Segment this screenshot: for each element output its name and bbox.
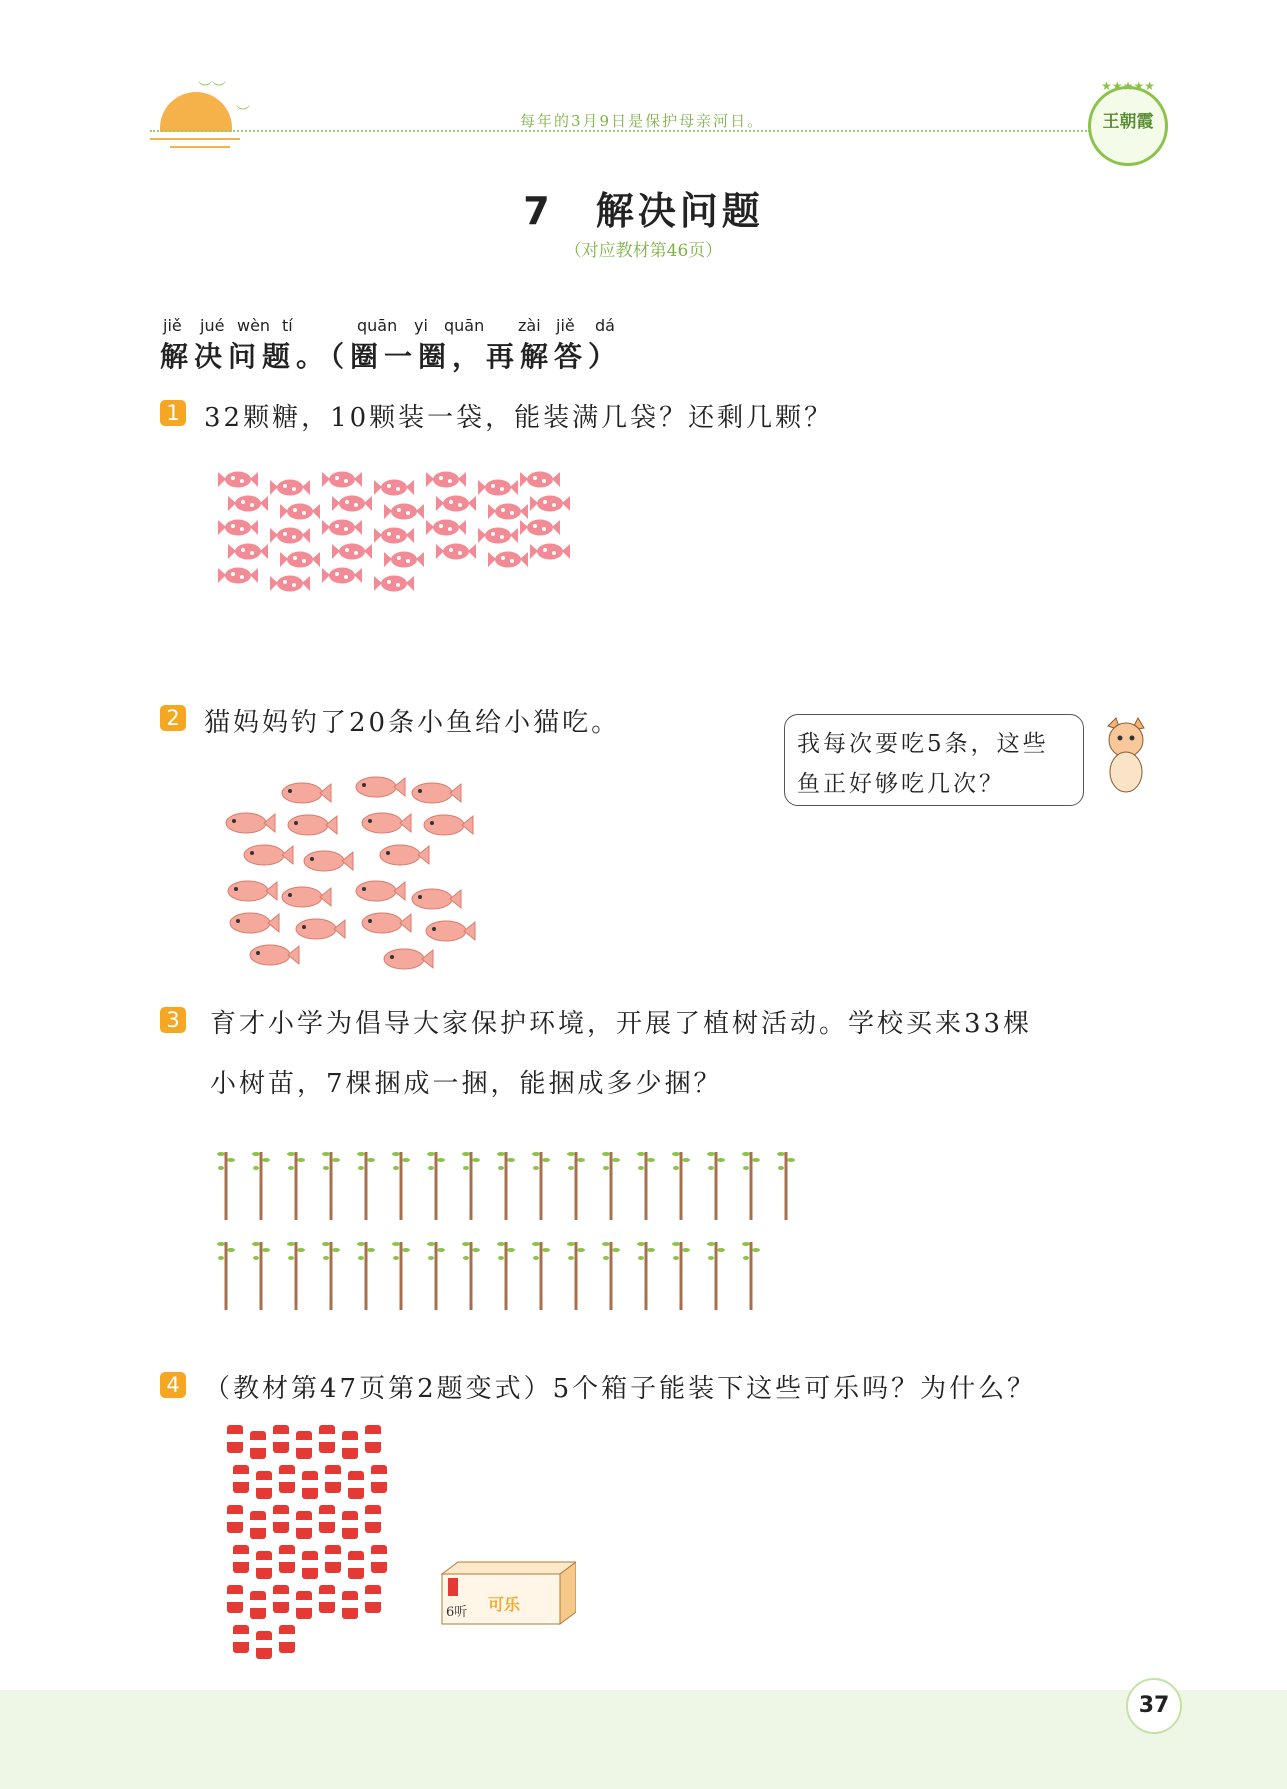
- sun-reflection: [150, 138, 240, 140]
- candy-icon: [270, 574, 310, 593]
- page-title: 7 解决问题: [523, 189, 764, 233]
- fish-icon: [220, 808, 276, 838]
- candy-icon: [280, 550, 320, 569]
- sapling-icon: [389, 1146, 413, 1220]
- candy-icon: [520, 518, 560, 537]
- sapling-icon: [214, 1146, 238, 1220]
- speech-bubble: [784, 714, 1084, 806]
- fish-icon: [350, 876, 406, 906]
- cola-can-icon: [318, 1584, 336, 1614]
- cola-box: [440, 1560, 576, 1626]
- sapling-icon: [319, 1146, 343, 1220]
- fish-icon: [276, 882, 332, 912]
- pinyin-syllable: wèn: [237, 316, 271, 335]
- sapling-icon: [459, 1236, 483, 1310]
- sapling-icon: [564, 1146, 588, 1220]
- bird-icon: ︶︶: [198, 81, 226, 97]
- pinyin-syllable: jué: [200, 316, 225, 335]
- question-number: 3: [160, 1007, 186, 1033]
- fish-icon: [276, 778, 332, 808]
- sapling-icon: [669, 1236, 693, 1310]
- header-tip: 每年的3月9日是保护母亲河日。: [520, 112, 765, 130]
- candy-icon: [228, 494, 268, 513]
- cola-can-icon: [278, 1624, 296, 1654]
- cola-can-icon: [318, 1424, 336, 1454]
- sapling-icon: [284, 1146, 308, 1220]
- sapling-icon: [774, 1146, 798, 1220]
- sapling-icon: [634, 1146, 658, 1220]
- sapling-icon: [424, 1236, 448, 1310]
- star-icon: ★★★★★: [1101, 79, 1155, 93]
- page-subtitle: （对应教材第46页）: [564, 241, 723, 261]
- candy-icon: [384, 502, 424, 521]
- cola-can-icon: [226, 1424, 244, 1454]
- cola-can-icon: [295, 1510, 313, 1540]
- fish-icon: [282, 810, 338, 840]
- fish-icon: [356, 908, 412, 938]
- cola-can-icon: [324, 1464, 342, 1494]
- cola-can-icon: [318, 1504, 336, 1534]
- cola-can-icon: [278, 1464, 296, 1494]
- brand-name: 王朝霞: [1102, 112, 1154, 132]
- pinyin-syllable: yi: [414, 316, 428, 335]
- box-brand-label: 可乐: [488, 1595, 521, 1614]
- candy-icon: [322, 470, 362, 489]
- cola-can-icon: [301, 1470, 319, 1500]
- fish-icon: [356, 808, 412, 838]
- fish-icon: [244, 940, 300, 970]
- candy-icon: [322, 566, 362, 585]
- pinyin-syllable: jiě: [556, 316, 575, 335]
- candy-icon: [530, 494, 570, 513]
- pinyin-syllable: dá: [595, 316, 615, 335]
- question-text: 育才小学为倡导大家保护环境，开展了植树活动。学校买来33棵: [210, 1009, 1033, 1039]
- question-number: 4: [160, 1372, 186, 1398]
- candy-icon: [426, 518, 466, 537]
- sapling-icon: [529, 1146, 553, 1220]
- sapling-icon: [354, 1146, 378, 1220]
- bird-icon: ︶: [236, 105, 250, 121]
- sapling-icon: [599, 1146, 623, 1220]
- question-text: 猫妈妈钓了20条小鱼给小猫吃。: [204, 708, 621, 738]
- question-text: （教材第47页第2题变式）5个箱子能装下这些可乐吗？为什么？: [204, 1374, 1037, 1404]
- cola-can-icon: [370, 1544, 388, 1574]
- cola-can-icon: [232, 1544, 250, 1574]
- sun-icon: [160, 92, 232, 132]
- cat-icon: [1098, 716, 1152, 796]
- sapling-icon: [704, 1146, 728, 1220]
- sapling-icon: [599, 1236, 623, 1310]
- cola-can-icon: [255, 1550, 273, 1580]
- cola-can-icon: [341, 1510, 359, 1540]
- cola-can-icon: [226, 1504, 244, 1534]
- sapling-icon: [424, 1146, 448, 1220]
- fish-icon: [224, 908, 280, 938]
- candy-icon: [332, 542, 372, 561]
- cola-can-icon: [341, 1590, 359, 1620]
- candy-icon: [488, 550, 528, 569]
- candy-icon: [478, 526, 518, 545]
- sapling-icon: [564, 1236, 588, 1310]
- cola-can-icon: [232, 1464, 250, 1494]
- candy-icon: [270, 478, 310, 497]
- fish-icon: [378, 944, 434, 974]
- candy-icon: [280, 502, 320, 521]
- pinyin-syllable: quān: [444, 316, 485, 335]
- sapling-icon: [494, 1146, 518, 1220]
- bubble-line: 我每次要吃5条，这些: [797, 731, 1049, 757]
- sapling-icon: [354, 1236, 378, 1310]
- cola-can-icon: [295, 1590, 313, 1620]
- cola-can-icon: [255, 1470, 273, 1500]
- candy-icon: [436, 542, 476, 561]
- cola-can-icon: [370, 1464, 388, 1494]
- fish-icon: [406, 778, 462, 808]
- page-number: 37: [1126, 1678, 1182, 1734]
- cola-can-icon: [301, 1550, 319, 1580]
- candy-icon: [374, 574, 414, 593]
- fish-icon: [420, 916, 476, 946]
- cola-can-icon: [272, 1504, 290, 1534]
- cola-can-icon: [347, 1550, 365, 1580]
- bubble-line: 鱼正好够吃几次？: [797, 771, 1005, 797]
- candy-icon: [332, 494, 372, 513]
- fish-icon: [418, 810, 474, 840]
- sapling-icon: [319, 1236, 343, 1310]
- candy-icon: [374, 526, 414, 545]
- candy-icon: [426, 470, 466, 489]
- brand-logo: [1088, 79, 1168, 166]
- fish-icon: [222, 876, 278, 906]
- sun-reflection: [170, 146, 230, 148]
- sapling-icon: [739, 1236, 763, 1310]
- candy-icon: [520, 470, 560, 489]
- pinyin-syllable: zài: [518, 316, 541, 335]
- sapling-icon: [529, 1236, 553, 1310]
- instruction-text: 解决问题。（圈一圈，再解答）: [160, 340, 623, 373]
- sapling-icon: [494, 1236, 518, 1310]
- cola-can-icon: [364, 1424, 382, 1454]
- sapling-icon: [214, 1236, 238, 1310]
- question-number: 2: [160, 705, 186, 731]
- cola-can-icon: [295, 1430, 313, 1460]
- sapling-icon: [249, 1146, 273, 1220]
- candy-icon: [322, 518, 362, 537]
- cola-can-icon: [278, 1544, 296, 1574]
- cola-can-icon: [249, 1590, 267, 1620]
- cola-can-icon: [347, 1470, 365, 1500]
- question-text: 32颗糖，10颗装一袋，能装满几袋？还剩几颗？: [204, 403, 834, 433]
- fish-icon: [374, 840, 430, 870]
- cola-can-icon: [324, 1544, 342, 1574]
- cola-can-icon: [341, 1430, 359, 1460]
- candy-icon: [530, 542, 570, 561]
- candy-icon: [218, 470, 258, 489]
- pinyin-syllable: quān: [357, 316, 398, 335]
- candy-icon: [218, 566, 258, 585]
- candy-icon: [374, 478, 414, 497]
- candy-icon: [436, 494, 476, 513]
- question-text: 小树苗，7棵捆成一捆，能捆成多少捆？: [210, 1069, 723, 1099]
- sapling-icon: [389, 1236, 413, 1310]
- cola-can-icon: [249, 1430, 267, 1460]
- cola-can-icon: [226, 1584, 244, 1614]
- sapling-icon: [739, 1146, 763, 1220]
- sapling-icon: [634, 1236, 658, 1310]
- candy-icon: [478, 478, 518, 497]
- candy-icon: [218, 518, 258, 537]
- sapling-icon: [284, 1236, 308, 1310]
- fish-icon: [350, 772, 406, 802]
- fish-icon: [406, 884, 462, 914]
- question-number: 1: [160, 400, 186, 426]
- cola-can-icon: [249, 1510, 267, 1540]
- pinyin-syllable: tí: [282, 316, 293, 335]
- page-footer: [0, 1690, 1287, 1789]
- box-count-label: 6听: [446, 1605, 468, 1620]
- fish-icon: [238, 840, 294, 870]
- cola-can-icon: [364, 1504, 382, 1534]
- cola-can-icon: [364, 1584, 382, 1614]
- cola-can-icon: [255, 1630, 273, 1660]
- cola-can-icon: [272, 1584, 290, 1614]
- cola-can-icon: [272, 1424, 290, 1454]
- pinyin-syllable: jiě: [163, 316, 182, 335]
- sapling-icon: [459, 1146, 483, 1220]
- candy-icon: [384, 550, 424, 569]
- candy-icon: [270, 526, 310, 545]
- sapling-icon: [249, 1236, 273, 1310]
- fish-icon: [298, 846, 354, 876]
- sapling-icon: [669, 1146, 693, 1220]
- candy-icon: [228, 542, 268, 561]
- sapling-icon: [704, 1236, 728, 1310]
- cola-can-icon: [232, 1624, 250, 1654]
